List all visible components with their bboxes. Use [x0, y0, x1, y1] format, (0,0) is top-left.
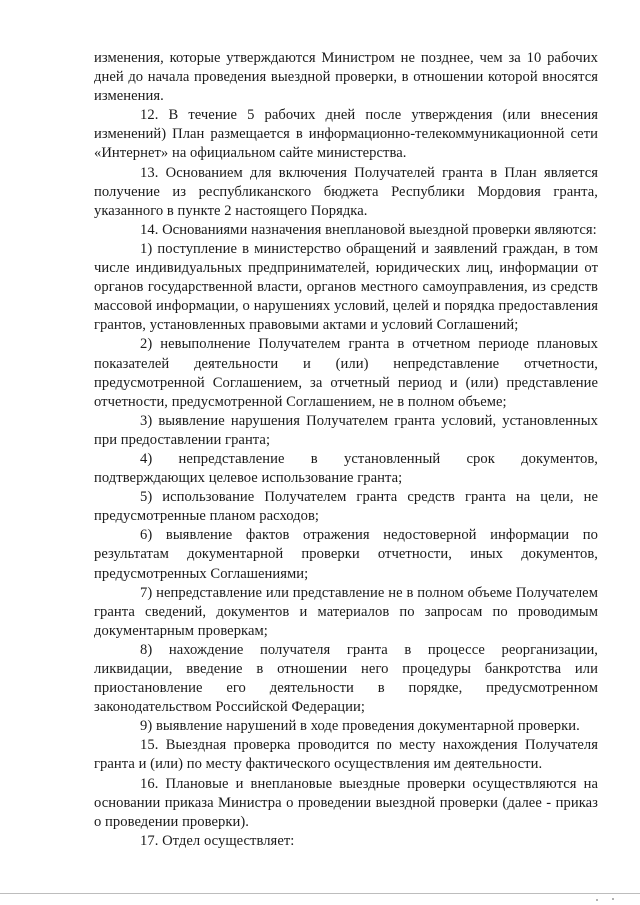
subitem-1: 1) поступление в министерство обращений и заявлений граждан, в том числе индивидуальных предпринимателей, юридических лиц, информации от органов государственной власти, органов местного самоуправления, из средств массовой информации, о нарушениях условий, целей и порядка предоставления грантов, установленных правовыми актами и условий Соглашений; [94, 240, 598, 334]
paragraph-item-14: 14. Основаниями назначения внеплановой выездной проверки являются: [140, 221, 597, 238]
paragraph-item-15: 15. Выездная проверка проводится по месту нахождения Получателя гранта и (или) по месту фактического осуществления им деятельности. [94, 737, 598, 773]
scan-speck [596, 899, 598, 901]
document-page [94, 49, 598, 851]
paragraph-item-16: 16. Плановые и внеплановые выездные проверки осуществляются на основании приказа Министра о проведении выездной проверки (далее - приказ о проведении проверки). [94, 775, 598, 830]
subitem-3: 3) выявление нарушения Получателем гранта условий, установленных при предоставлении гранта; [94, 412, 598, 448]
scan-edge-line [0, 893, 640, 894]
subitem-4: 4) непредставление в установленный срок документов, подтверждающих целевое использование гранта; [94, 450, 598, 487]
subitem-7: 7) непредставление или представление не в полном объеме Получателем гранта сведений, документов и материалов по запросам по проводимым документарным проверкам; [94, 584, 598, 639]
paragraph-item-13: 13. Основанием для включения Получателей гранта в План является получение из республиканского бюджета Республики Мордовия гранта, указанного в пункте 2 настоящего Порядка. [94, 164, 598, 219]
subitem-8: 8) нахождение получателя гранта в процессе реорганизации, ликвидации, введение в отношении него процедуры банкротства или приостановление его деятельности в порядке, предусмотренном законодательством Российской Федерации; [94, 641, 598, 716]
scan-speck [612, 898, 614, 900]
subitem-6: 6) выявление фактов отражения недостоверной информации по результатам документарной проверки отчетности, иных документов, предусмотренных Соглашениями; [94, 527, 598, 582]
subitem-9: 9) выявление нарушений в ходе проведения документарной проверки. [140, 718, 580, 735]
paragraph-continuation: изменения, которые утверждаются Министром не позднее, чем за 10 рабочих дней до начала проведения выездной проверки, в отношении которой вносятся изменения. [94, 50, 598, 105]
subitem-5: 5) использование Получателем гранта средств гранта на цели, не предусмотренные планом расходов; [94, 489, 598, 525]
subitem-2: 2) невыполнение Получателем гранта в отчетном периоде плановых показателей деятельности и (или) непредставление отчетности, предусмотренной Соглашением, за отчетный период и (или) представление отчетности, предусмотренной Соглашением, не в полном объеме; [94, 336, 598, 410]
paragraph-item-17: 17. Отдел осуществляет: [140, 832, 295, 849]
paragraph-item-12: 12. В течение 5 рабочих дней после утверждения (или внесения изменений) План размещается в информационно-телекоммуникационной сети «Интернет» на официальном сайте министерства. [94, 107, 598, 162]
